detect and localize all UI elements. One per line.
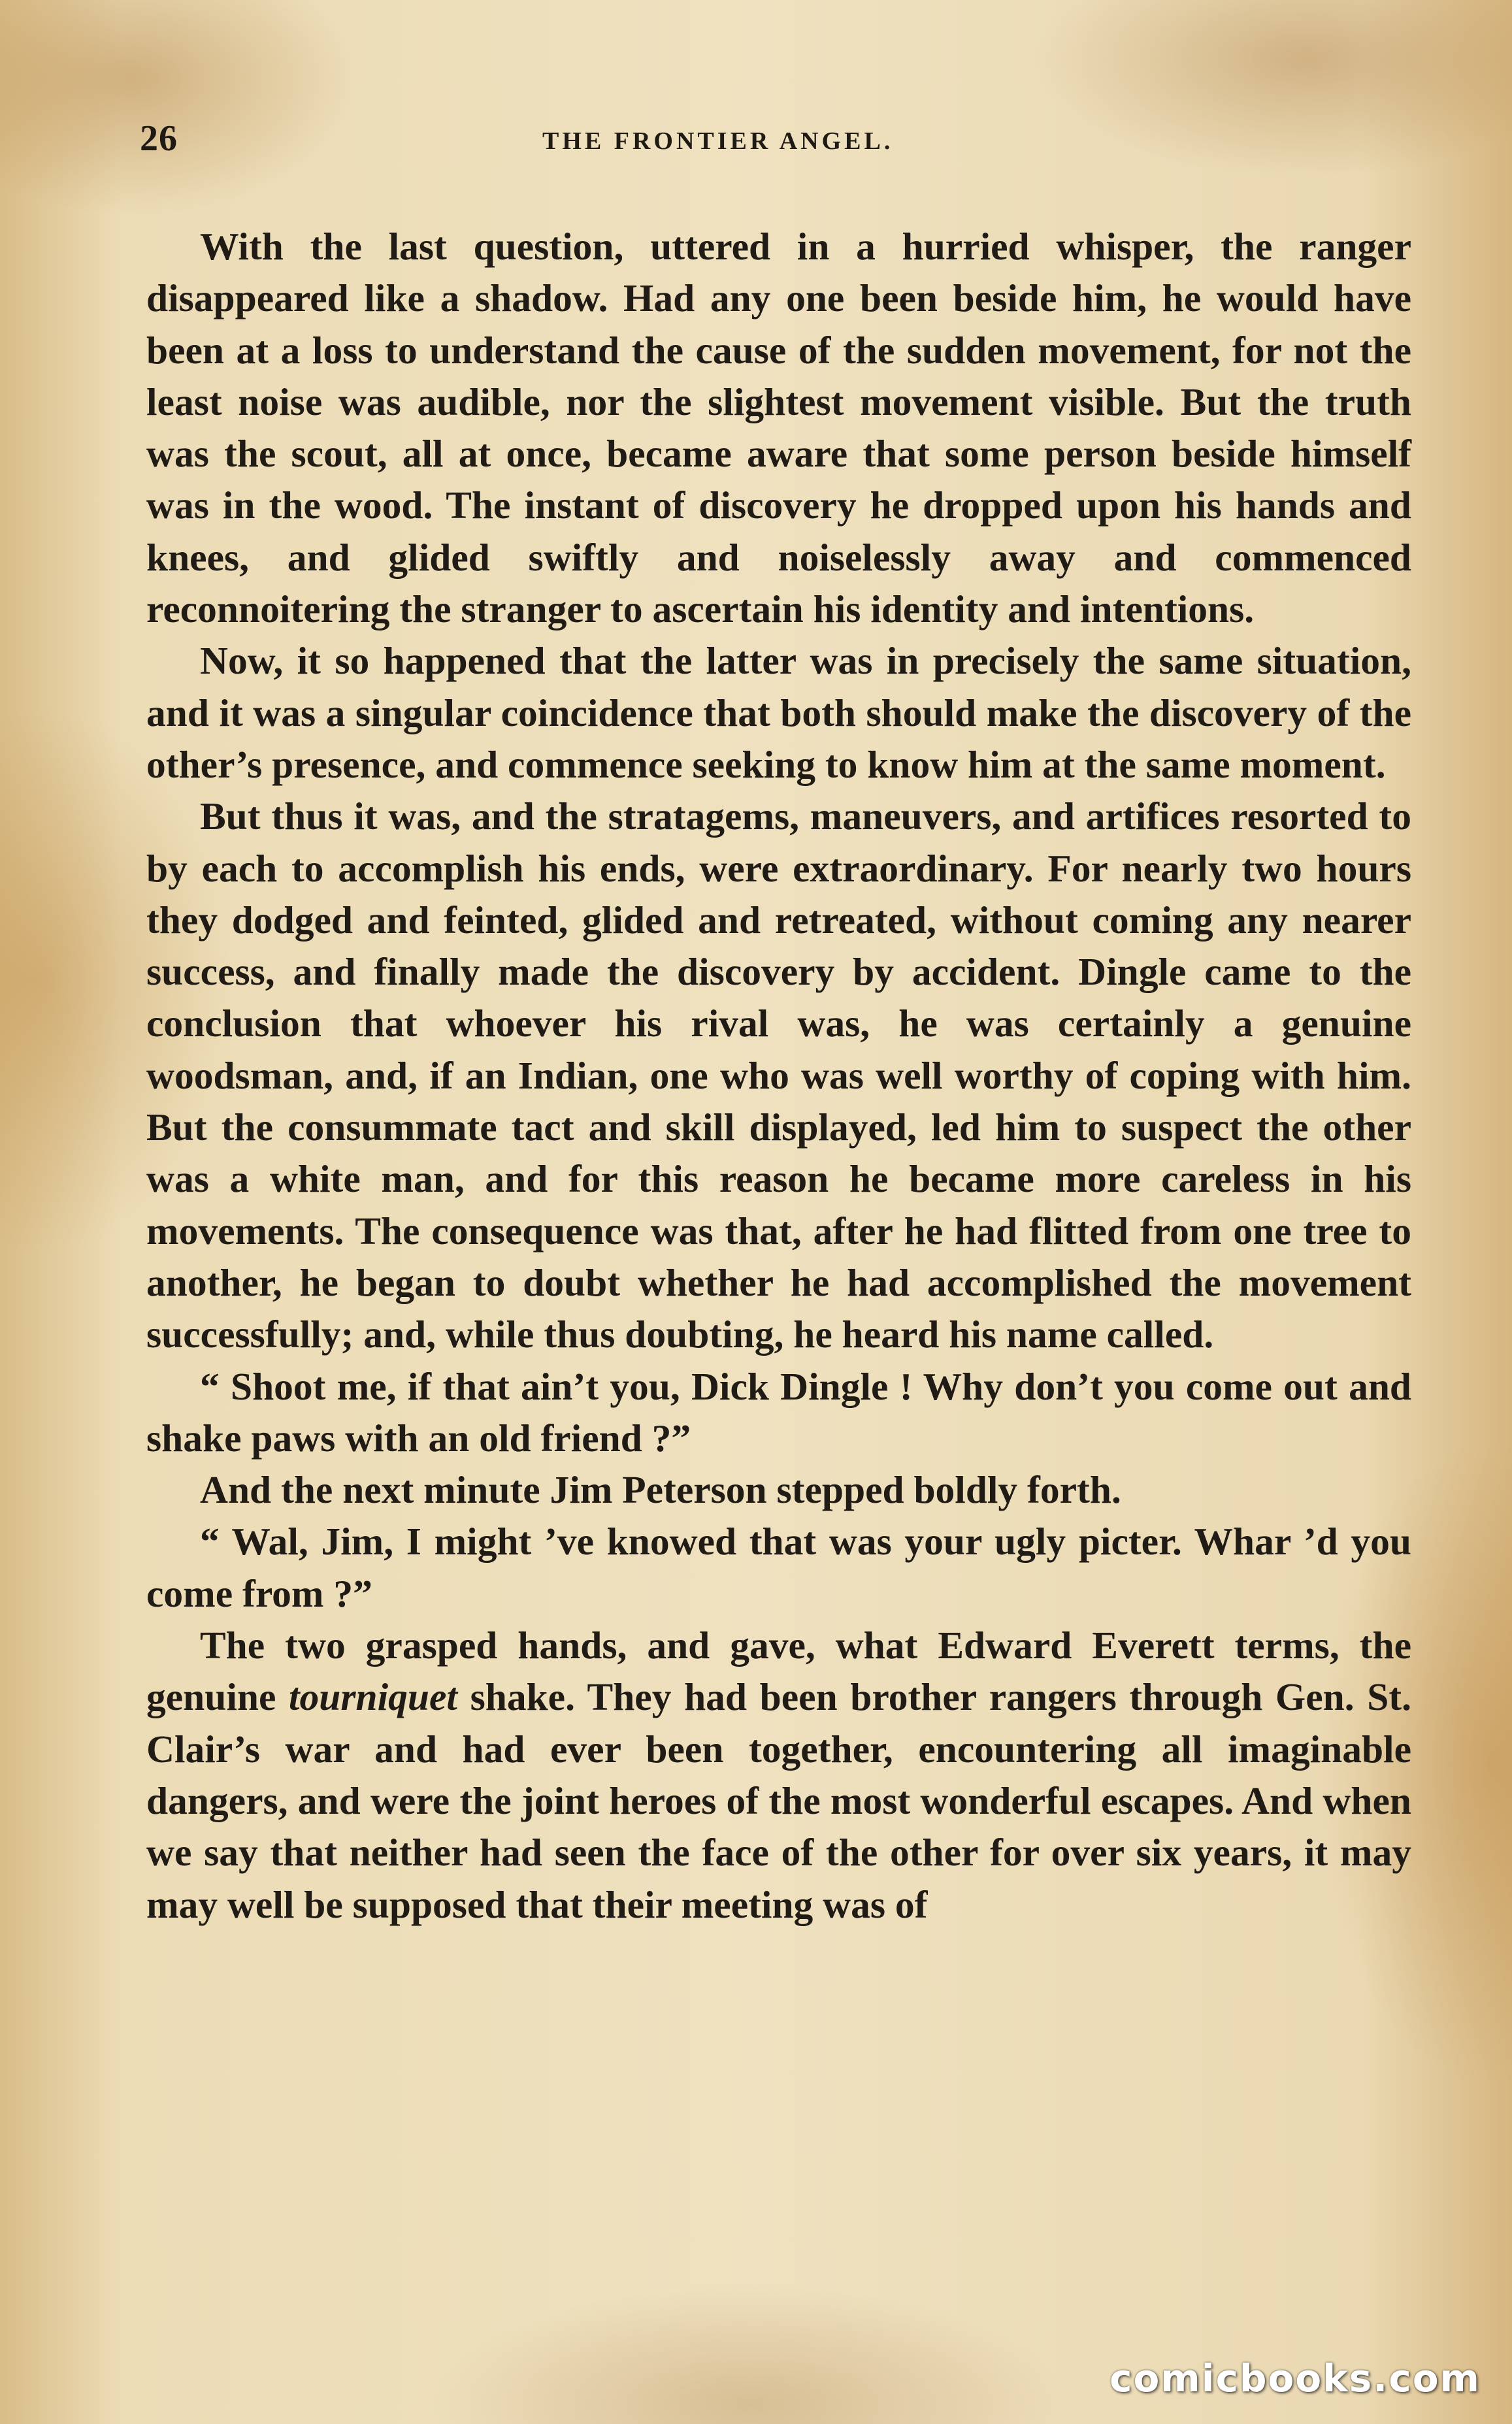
page-header [140, 118, 1414, 157]
paragraph-text: The two grasped hands, and gave, what Edward Everett terms, the genuine [146, 1624, 1411, 1719]
body-text [146, 221, 1411, 1931]
paragraph-text: But thus it was, and the stratagems, maneuvers, and artifices resorted to by each to accomplish his ends, were extraordinary. For nearly two hours they dodged and feinted, glided and retreated, without coming any nearer success, and finally made the discovery by accident. Dingle came to the conclusion that whoever his rival was, he was certainly a genuine woodsman, and, if an Indian, one who was well worthy of coping with him. But the consummate tact and skill displayed, led him to suspect the other was a white man, and for this reason he became more careless in his movements. The consequence was that, after he had flitted from one tree to another, he began to doubt whether he had accomplished the movement successfully; and, while thus doubting, he heard his name called. [146, 794, 1411, 1356]
paragraph [146, 635, 1411, 791]
paragraph-text: “ Wal, Jim, I might ’ve knowed that was your ugly picter. Whar ’d you come from ?” [146, 1520, 1411, 1615]
paragraph [146, 221, 1411, 635]
running-title: THE FRONTIER ANGEL. [542, 127, 894, 155]
watermark: comicbooks.com [1109, 2356, 1481, 2400]
paragraph-text: Now, it so happened that the latter was in precisely the same situation, and it was a singular coincidence that both should make the discovery of the other’s presence, and commence seeking to know him at the same moment. [146, 639, 1411, 786]
paragraph-text-continued: shake. They had been brother rangers through Gen. St. Clair’s war and had ever been together, encountering all imaginable dangers, and were the joint heroes of the most wonderful escapes. And when we say that neither had seen the face of the other for over six years, it may may well be supposed that their meeting was of [146, 1675, 1411, 1926]
paragraph-text: “ Shoot me, if that ain’t you, Dick Dingle ! Why don’t you come out and shake paws with an old friend ?” [146, 1364, 1411, 1460]
paragraph [146, 1464, 1411, 1516]
paragraph-text: And the next minute Jim Peterson stepped boldly forth. [200, 1468, 1121, 1512]
page-number: 26 [140, 118, 178, 159]
paragraph [146, 1516, 1411, 1620]
paragraph [146, 1620, 1411, 1931]
paragraph-text: With the last question, uttered in a hurried whisper, the ranger disappeared like a shadow. Had any one been beside him, he would have been at a loss to understand the cause of the sudden movement, for not the least noise was audible, nor the slightest movement visible. But the truth was the scout, all at once, became aware that some person beside himself was in the wood. The instant of discovery he dropped upon his hands and knees, and glided swiftly and noiselessly away and commenced reconnoitering the stranger to ascertain his identity and intentions. [146, 225, 1411, 631]
paragraph [146, 1361, 1411, 1465]
paragraph [146, 791, 1411, 1360]
italic-word: tourniquet [289, 1675, 457, 1719]
